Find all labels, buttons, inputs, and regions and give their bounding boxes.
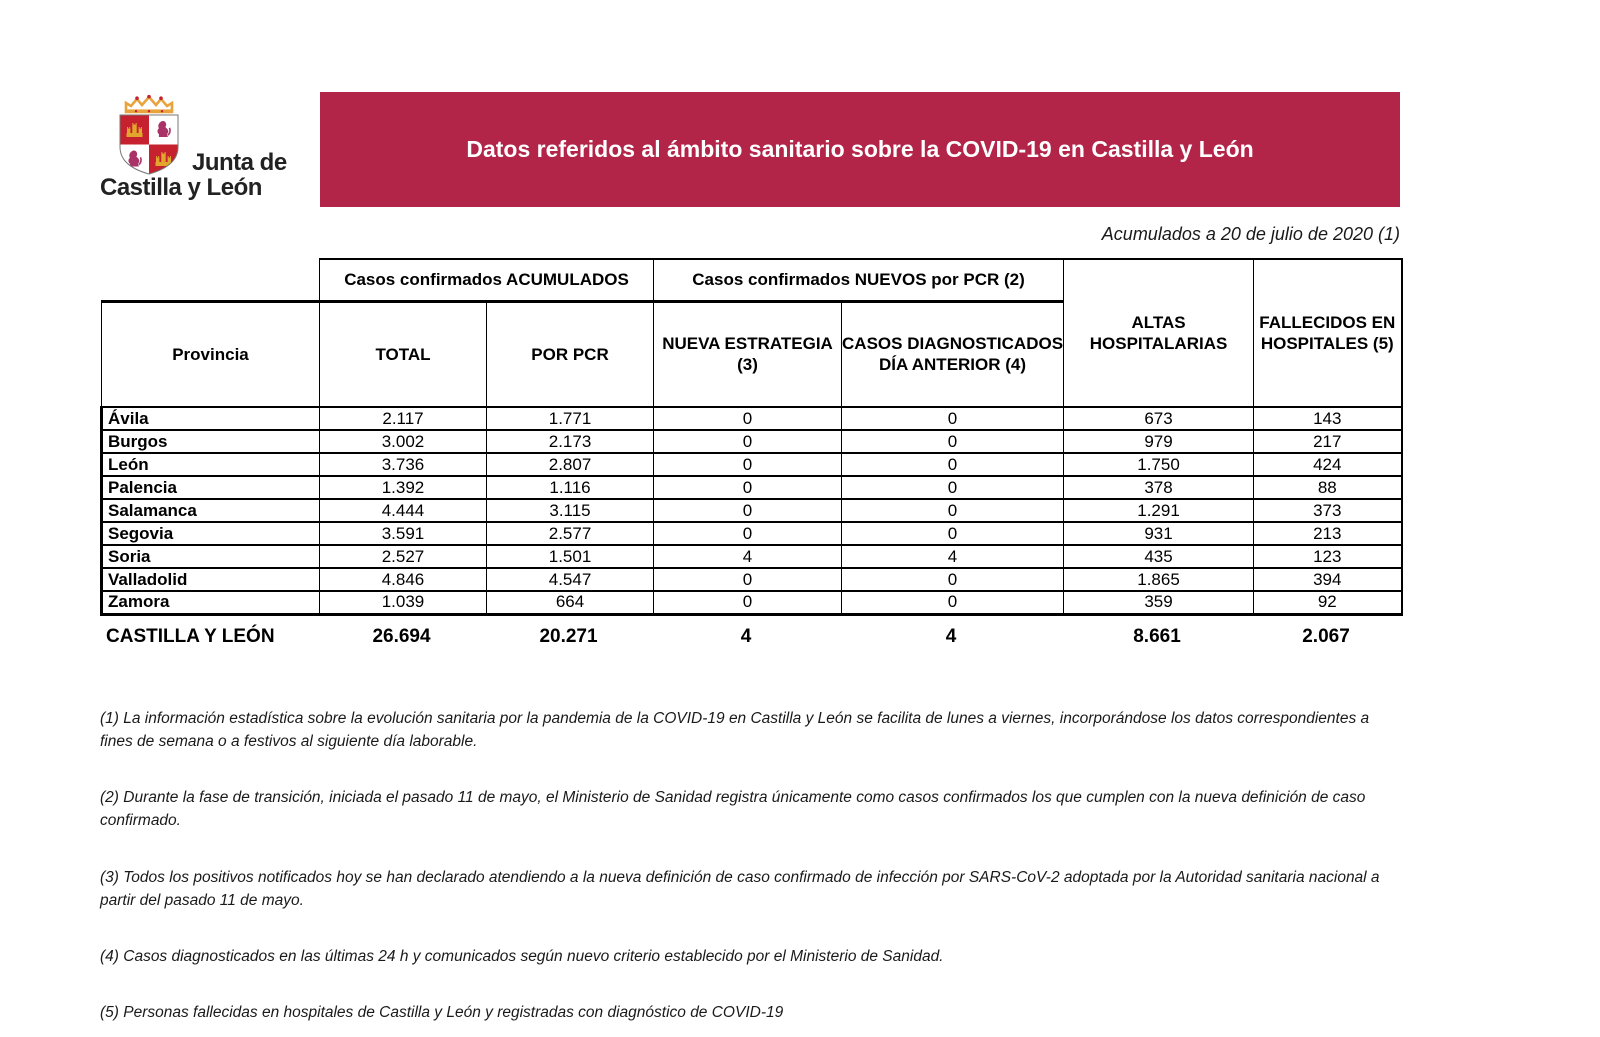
- table-row: [102, 568, 1402, 591]
- cell-fallecidos: 92: [1254, 591, 1402, 614]
- title-banner: [320, 92, 1400, 207]
- cell-provincia: Salamanca: [102, 499, 320, 522]
- cell-altas: 979: [1064, 430, 1254, 453]
- cell-provincia: Valladolid: [102, 568, 320, 591]
- logo-text-line1: Junta de: [192, 149, 287, 176]
- footnote-1: (1) La información estadística sobre la evolución sanitaria por la pandemia de la COVID-19 en Castilla y León se facilita de lunes a viernes, incorporándose los datos correspondientes a fines de semana o a festivos al siguiente día laborable.: [100, 709, 1370, 750]
- cell-nueva: 0: [654, 476, 842, 499]
- cell-fallecidos: 373: [1254, 499, 1402, 522]
- total-nueva: 4: [740, 625, 752, 647]
- cell-total: 4.444: [320, 499, 487, 522]
- cell-dia-anterior: 0: [842, 430, 1064, 453]
- document-page: [100, 0, 1400, 1025]
- header: [100, 92, 1400, 207]
- cell-total: 2.527: [320, 545, 487, 568]
- cell-dia-anterior: 0: [842, 522, 1064, 545]
- cell-provincia: Segovia: [102, 522, 320, 545]
- cell-total: 1.392: [320, 476, 487, 499]
- column-header-fallecidos: FALLECIDOS EN HOSPITALES (5): [1254, 259, 1402, 407]
- table-row: [102, 430, 1402, 453]
- cell-altas: 1.865: [1064, 568, 1254, 591]
- covid-data-table: [100, 258, 1403, 616]
- cell-total: 4.846: [320, 568, 487, 591]
- cell-dia-anterior: 0: [842, 453, 1064, 476]
- cell-altas: 1.291: [1064, 499, 1254, 522]
- cell-total: 3.591: [320, 522, 487, 545]
- column-header-nueva-estrategia: NUEVA ESTRATEGIA (3): [654, 301, 842, 407]
- cell-altas: 359: [1064, 591, 1254, 614]
- cell-altas: 673: [1064, 407, 1254, 430]
- cell-total: 3.002: [320, 430, 487, 453]
- group-header-nuevos: Casos confirmados NUEVOS por PCR (2): [654, 259, 1064, 301]
- cell-provincia: Palencia: [102, 476, 320, 499]
- cell-nueva: 0: [654, 499, 842, 522]
- column-header-por-pcr: POR PCR: [487, 301, 654, 407]
- column-header-altas: ALTAS HOSPITALARIAS: [1064, 259, 1254, 407]
- cell-total: 2.117: [320, 407, 487, 430]
- cell-nueva: 0: [654, 522, 842, 545]
- cell-fallecidos: 424: [1254, 453, 1402, 476]
- cell-dia-anterior: 0: [842, 568, 1064, 591]
- coat-of-arms-icon: [114, 95, 184, 175]
- page-title: Datos referidos al ámbito sanitario sobre la COVID-19 en Castilla y León: [466, 136, 1254, 162]
- table-row: [102, 545, 1402, 568]
- cell-altas: 435: [1064, 545, 1254, 568]
- cell-fallecidos: 394: [1254, 568, 1402, 591]
- cell-nueva: 0: [654, 568, 842, 591]
- table-row: [102, 499, 1402, 522]
- total-fallecidos: 2.067: [1302, 625, 1350, 647]
- table-row: [102, 476, 1402, 499]
- group-header-row: [102, 259, 1402, 301]
- column-header-total: TOTAL: [320, 301, 487, 407]
- cell-por-pcr: 1.116: [487, 476, 654, 499]
- cell-por-pcr: 664: [487, 591, 654, 614]
- cell-fallecidos: 143: [1254, 407, 1402, 430]
- cell-dia-anterior: 4: [842, 545, 1064, 568]
- cell-provincia: Zamora: [102, 591, 320, 614]
- logo-text-line2: Castilla y León: [100, 174, 262, 201]
- total-por-pcr: 20.271: [539, 625, 598, 647]
- cell-por-pcr: 1.501: [487, 545, 654, 568]
- cell-provincia: Soria: [102, 545, 320, 568]
- cell-nueva: 4: [654, 545, 842, 568]
- table-row: [102, 522, 1402, 545]
- total-dia-anterior: 4: [945, 625, 957, 647]
- cell-dia-anterior: 0: [842, 407, 1064, 430]
- table-row: [102, 407, 1402, 430]
- cell-fallecidos: 88: [1254, 476, 1402, 499]
- cell-altas: 931: [1064, 522, 1254, 545]
- cell-por-pcr: 1.771: [487, 407, 654, 430]
- cell-nueva: 0: [654, 591, 842, 614]
- cell-por-pcr: 3.115: [487, 499, 654, 522]
- total-altas: 8.661: [1133, 625, 1181, 647]
- footnote-2: (2) Durante la fase de transición, iniciada el pasado 11 de mayo, el Ministerio de Sanidad registra únicamente como casos confirmados los que cumplen con la nueva definición de caso confirmado.: [100, 789, 1366, 830]
- cell-fallecidos: 217: [1254, 430, 1402, 453]
- cell-provincia: Burgos: [102, 430, 320, 453]
- cell-provincia: León: [102, 453, 320, 476]
- cell-por-pcr: 2.807: [487, 453, 654, 476]
- cell-nueva: 0: [654, 407, 842, 430]
- date-note: Acumulados a 20 de julio de 2020 (1): [1101, 224, 1400, 244]
- column-header-dia-anterior: CASOS DIAGNOSTICADOS DÍA ANTERIOR (4): [842, 301, 1064, 407]
- cell-por-pcr: 2.173: [487, 430, 654, 453]
- cell-fallecidos: 213: [1254, 522, 1402, 545]
- table-row: [102, 453, 1402, 476]
- table-row: [102, 591, 1402, 614]
- footnote-5: (5) Personas fallecidas en hospitales de Castilla y León y registradas con diagnóstico de COVID-19: [100, 1004, 784, 1022]
- total-provincia: CASTILLA Y LEÓN: [106, 625, 275, 647]
- column-header-provincia: Provincia: [102, 301, 320, 407]
- footnotes: [100, 707, 1400, 1025]
- cell-nueva: 0: [654, 430, 842, 453]
- cell-dia-anterior: 0: [842, 591, 1064, 614]
- cell-nueva: 0: [654, 453, 842, 476]
- cell-total: 3.736: [320, 453, 487, 476]
- cell-provincia: Ávila: [102, 407, 320, 430]
- total-total: 26.694: [372, 625, 431, 647]
- empty-header-cell: [102, 259, 320, 301]
- cell-dia-anterior: 0: [842, 499, 1064, 522]
- cell-fallecidos: 123: [1254, 545, 1402, 568]
- jcyl-logo: [100, 92, 320, 201]
- cell-por-pcr: 4.547: [487, 568, 654, 591]
- cell-por-pcr: 2.577: [487, 522, 654, 545]
- footnote-3: (3) Todos los positivos notificados hoy se han declarado atendiendo a la nueva definición de caso confirmado de infección por SARS-CoV-2 adoptada por la Autoridad sanitaria nacional a partir del pasado 11 de mayo.: [100, 868, 1380, 909]
- cell-altas: 1.750: [1064, 453, 1254, 476]
- cell-total: 1.039: [320, 591, 487, 614]
- cell-altas: 378: [1064, 476, 1254, 499]
- footnote-4: (4) Casos diagnosticados en las últimas 24 h y comunicados según nuevo criterio establecido por el Ministerio de Sanidad.: [100, 948, 944, 965]
- cell-dia-anterior: 0: [842, 476, 1064, 499]
- total-row: [100, 619, 1400, 655]
- group-header-acumulados: Casos confirmados ACUMULADOS: [320, 259, 654, 301]
